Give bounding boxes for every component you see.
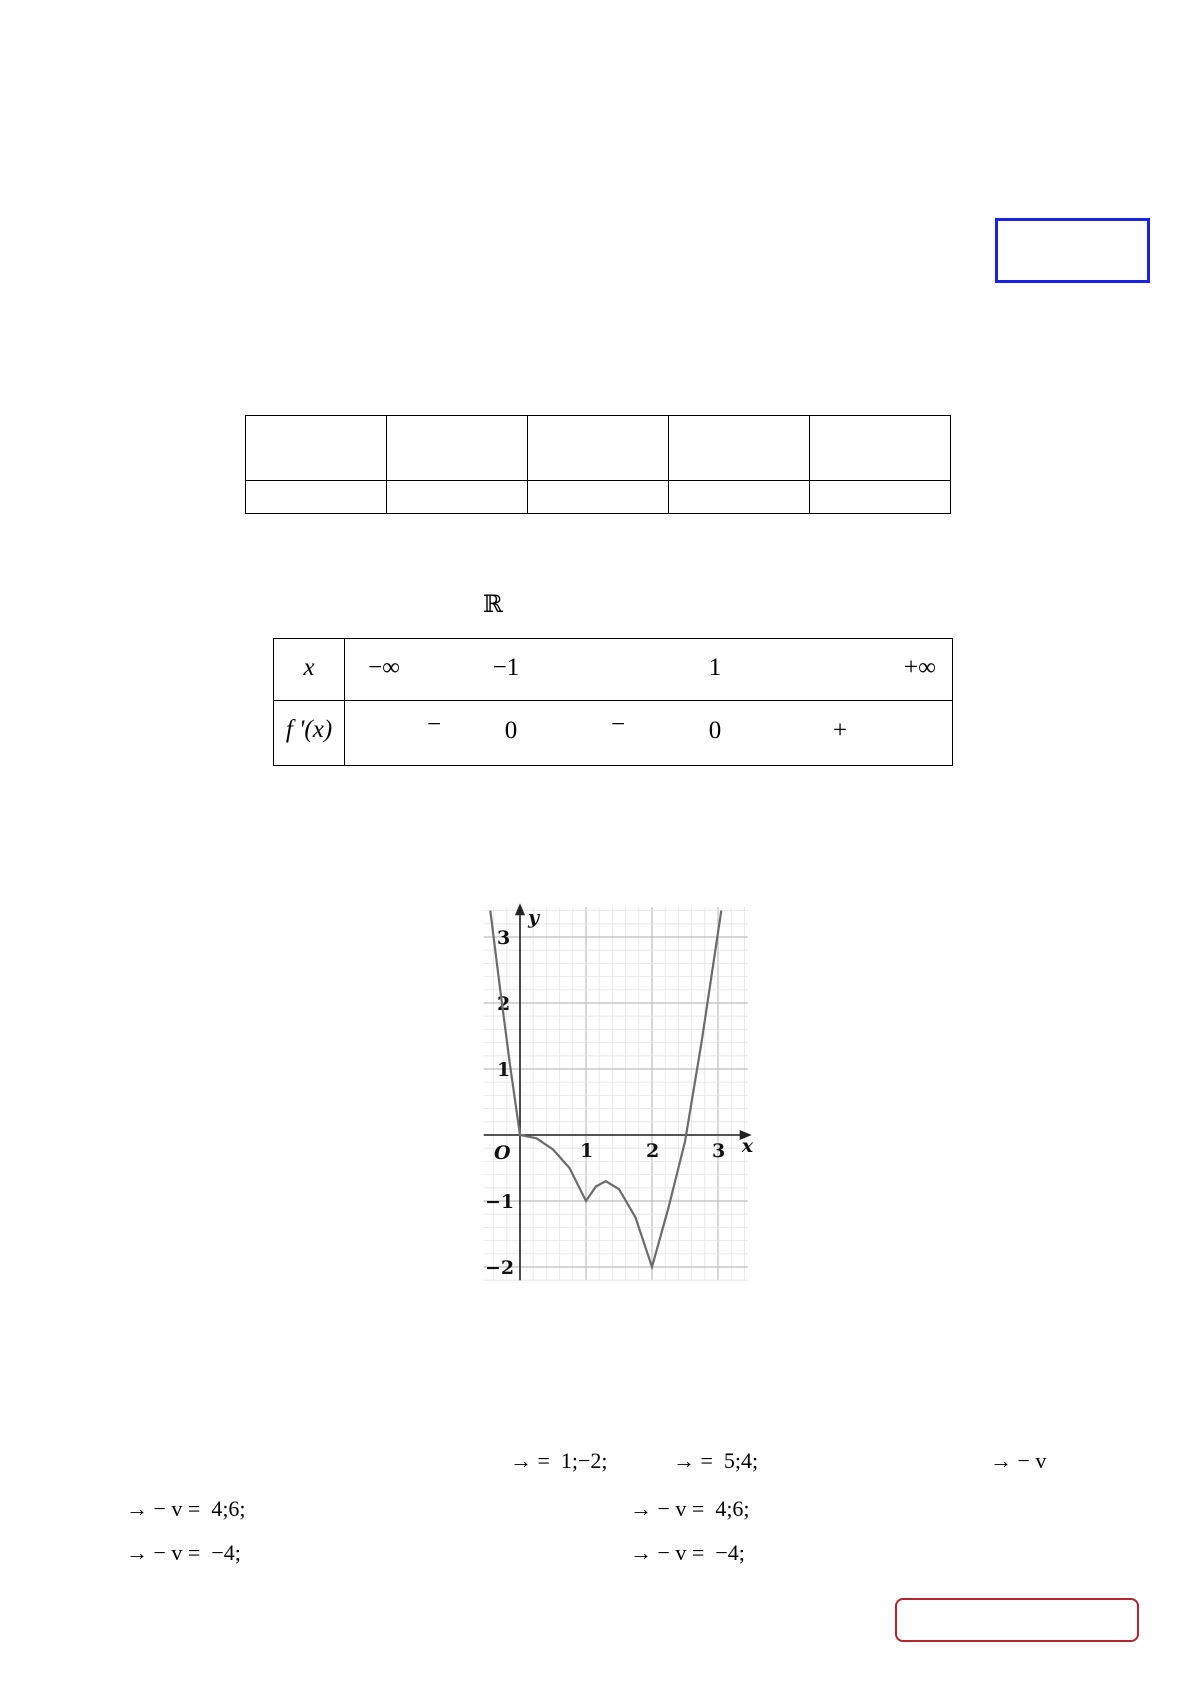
sign-table-x-value: 1 bbox=[708, 654, 722, 681]
table-cell bbox=[810, 416, 951, 481]
table-cell bbox=[528, 481, 669, 514]
origin-label: O bbox=[494, 1142, 511, 1164]
table-row bbox=[246, 416, 951, 481]
answer-option[interactable]: → − v = 4;6; bbox=[126, 1496, 246, 1521]
code-box bbox=[995, 218, 1150, 283]
x-tick-label: 2 bbox=[646, 1140, 660, 1162]
table-row bbox=[246, 481, 951, 514]
data-table bbox=[245, 415, 951, 514]
y-axis-arrow-icon bbox=[515, 903, 525, 915]
y-tick-label: −2 bbox=[485, 1257, 515, 1279]
table-cell bbox=[669, 416, 810, 481]
x-tick-label: 1 bbox=[580, 1140, 594, 1162]
table-cell bbox=[246, 481, 387, 514]
function-curve bbox=[490, 911, 721, 1267]
y-tick-label: 1 bbox=[497, 1059, 511, 1081]
x-tick-label: 3 bbox=[712, 1140, 726, 1162]
sign-table-x-value: +∞ bbox=[904, 654, 936, 681]
y-tick-label: 2 bbox=[497, 993, 511, 1015]
answer-option[interactable]: → − v = 4;6; bbox=[630, 1496, 750, 1521]
table-cell bbox=[528, 416, 669, 481]
table-cell bbox=[810, 481, 951, 514]
table-cell bbox=[246, 416, 387, 481]
sign-table-x-header: x bbox=[303, 654, 315, 681]
table-cell bbox=[387, 416, 528, 481]
table-cell bbox=[669, 481, 810, 514]
sign-table-derivative-header: f '(x) bbox=[285, 716, 333, 743]
function-graph bbox=[475, 895, 755, 1285]
table-divider bbox=[274, 700, 952, 701]
table-divider bbox=[344, 639, 345, 765]
vector-v-equation: → = 5;4; bbox=[673, 1448, 759, 1473]
vector-u-equation: → = 1;−2; bbox=[510, 1448, 608, 1473]
sign-table-derivative-value: + bbox=[832, 717, 848, 744]
axes bbox=[484, 903, 752, 1280]
x-axis-label: x bbox=[741, 1135, 754, 1157]
grid bbox=[484, 907, 748, 1280]
answer-option[interactable]: → − v = −4; bbox=[126, 1540, 241, 1565]
sign-table-derivative-value: − bbox=[426, 711, 442, 738]
sign-table-x-value: −1 bbox=[492, 654, 520, 681]
vector-difference: → − v bbox=[990, 1448, 1047, 1473]
sign-table bbox=[273, 638, 953, 766]
real-numbers-symbol: ℝ bbox=[483, 590, 503, 618]
sign-table-derivative-value: − bbox=[610, 711, 626, 738]
y-tick-label: 3 bbox=[497, 927, 511, 949]
table-cell bbox=[387, 481, 528, 514]
answer-option[interactable]: → − v = −4; bbox=[630, 1540, 745, 1565]
y-tick-label: −1 bbox=[485, 1191, 515, 1213]
y-axis-label: y bbox=[528, 906, 540, 929]
sign-table-x-value: −∞ bbox=[368, 654, 400, 681]
answer-box[interactable] bbox=[895, 1598, 1139, 1642]
sign-table-derivative-value: 0 bbox=[504, 717, 518, 744]
sign-table-derivative-value: 0 bbox=[708, 717, 722, 744]
